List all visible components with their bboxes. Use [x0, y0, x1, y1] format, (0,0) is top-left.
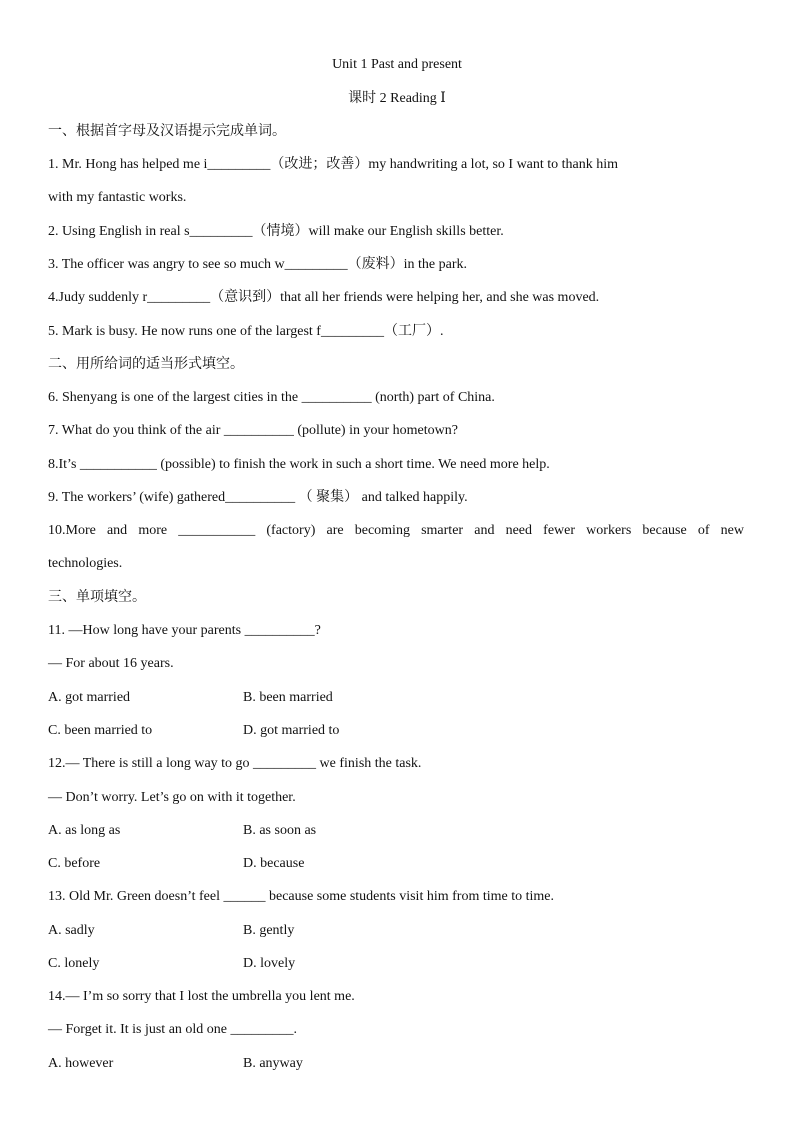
question-13-option-a[interactable]: A. sadly: [48, 923, 95, 938]
question-12-stem: 12.— There is still a long way to go _________ we finish the task.: [48, 756, 422, 771]
question-10-line-2: technologies.: [48, 556, 123, 571]
question-8: 8.It’s ___________ (possible) to finish the work in such a short time. We need more help.: [48, 457, 550, 472]
question-11-option-a[interactable]: A. got married: [48, 690, 131, 705]
question-10-line-1: 10.More and more ___________ (factory) are becoming smarter and need fewer workers because of new: [48, 523, 744, 538]
question-12-option-a[interactable]: A. as long as: [48, 823, 121, 838]
question-9: 9. The workers’ (wife) gathered__________ （ 聚集） and talked happily.: [48, 490, 468, 505]
section-heading-vocabulary: 一、根据首字母及汉语提示完成单词。: [48, 123, 286, 139]
question-3: 3. The officer was angry to see so much w_________（废料）in the park.: [48, 257, 468, 272]
question-7: 7. What do you think of the air __________ (pollute) in your hometown?: [48, 423, 458, 438]
question-11-reply: — For about 16 years.: [48, 656, 174, 671]
question-11-option-c[interactable]: C. been married to: [48, 723, 153, 738]
question-14-reply: — Forget it. It is just an old one _________.: [48, 1022, 298, 1037]
question-13-option-c[interactable]: C. lonely: [48, 956, 100, 971]
question-11-stem: 11. —How long have your parents __________?: [48, 623, 321, 638]
section-heading-word-forms: 二、用所给词的适当形式填空。: [48, 356, 244, 372]
question-14-option-a[interactable]: A. however: [48, 1056, 114, 1071]
question-1-line-2: with my fantastic works.: [48, 190, 187, 205]
question-2: 2. Using English in real s_________（情境）will make our English skills better.: [48, 224, 504, 239]
question-13-stem: 13. Old Mr. Green doesn’t feel ______ because some students visit him from time to time.: [48, 889, 554, 904]
question-1-line-1: 1. Mr. Hong has helped me i_________（改进；改善）my handwriting a lot, so I want to thank him: [48, 157, 619, 172]
question-4: 4.Judy suddenly r_________（意识到）that all her friends were helping her, and she was moved.: [48, 290, 600, 305]
question-14-stem: 14.— I’m so sorry that I lost the umbrella you lent me.: [48, 989, 355, 1004]
question-13-option-d[interactable]: D. lovely: [243, 956, 296, 971]
question-14-option-b[interactable]: B. anyway: [243, 1056, 303, 1071]
question-11-option-b[interactable]: B. been married: [243, 690, 333, 705]
question-11-option-d[interactable]: D. got married to: [243, 723, 340, 738]
question-12-option-d[interactable]: D. because: [243, 856, 305, 871]
question-12-option-b[interactable]: B. as soon as: [243, 823, 317, 838]
worksheet-title: Unit 1 Past and present: [332, 57, 462, 72]
section-heading-multiple-choice: 三、单项填空。: [48, 589, 146, 605]
question-12-option-c[interactable]: C. before: [48, 856, 101, 871]
question-12-reply: — Don’t worry. Let’s go on with it together.: [48, 790, 296, 805]
question-6: 6. Shenyang is one of the largest cities in the __________ (north) part of China.: [48, 390, 495, 405]
worksheet-subtitle: 课时 2 Reading Ⅰ: [348, 91, 446, 106]
question-13-option-b[interactable]: B. gently: [243, 923, 295, 938]
question-5: 5. Mark is busy. He now runs one of the largest f_________（工厂）.: [48, 324, 444, 339]
